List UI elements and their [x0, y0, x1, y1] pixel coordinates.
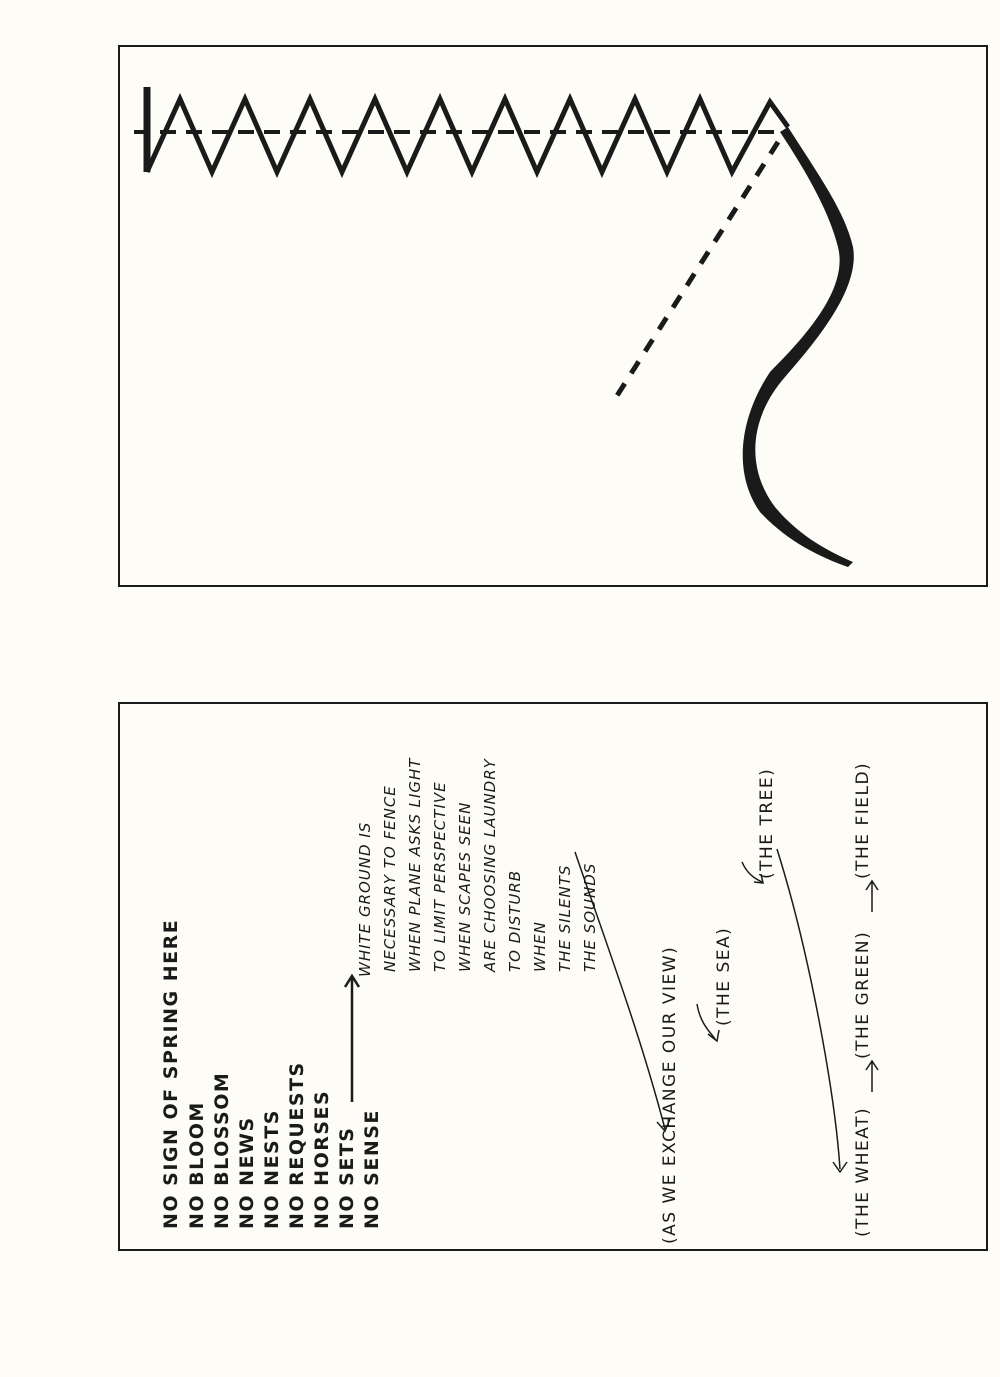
zigzag-line: [147, 99, 788, 172]
list-item: NO BLOOM: [186, 1101, 208, 1229]
text-panel: [118, 702, 988, 1251]
poem-line: WHEN SCAPES SEEN: [456, 801, 474, 972]
diagonal-dashed-line: [613, 142, 778, 402]
poem-line: WHEN PLANE ASKS LIGHT: [406, 757, 424, 972]
poem-line: THE SOUNDS: [581, 862, 599, 972]
list-item: NO BLOSSOM: [211, 1071, 233, 1229]
list-item: NO REQUESTS: [286, 1061, 308, 1229]
poem-line: TO LIMIT PERSPECTIVE: [431, 781, 449, 972]
list-item: NO NEWS: [236, 1116, 258, 1229]
sequence-field: (THE FIELD): [853, 761, 873, 879]
list-item: NO SETS: [336, 1126, 358, 1229]
sequence-tree: (THE TREE): [757, 767, 777, 879]
drawing-panel: [118, 45, 988, 587]
poem-line: WHITE GROUND IS: [356, 821, 374, 977]
zigzag-drawing: [120, 47, 986, 585]
list-item: NO NESTS: [261, 1109, 283, 1229]
connector-arrow: [575, 852, 665, 1129]
poem-line: WHEN: [531, 921, 549, 972]
connector-arrow: [777, 849, 840, 1169]
connector-arrow: [697, 1004, 715, 1039]
poem-line: THE SILENTS: [556, 864, 574, 972]
heading-no-sign: NO SIGN OF SPRING HERE: [160, 918, 182, 1229]
poem-line: TO DISTURB: [506, 869, 524, 972]
sequence-view: (AS WE EXCHANGE OUR VIEW): [660, 945, 680, 1244]
poem-line: NECESSARY TO FENCE: [381, 785, 399, 972]
list-item: NO HORSES: [311, 1089, 333, 1229]
sequence-sea: (THE SEA): [714, 926, 734, 1026]
poem-line: ARE CHOOSING LAUNDRY: [481, 758, 499, 972]
sequence-wheat: (THE WHEAT): [853, 1106, 873, 1237]
list-item: NO SENSE: [361, 1109, 383, 1229]
sequence-green: (THE GREEN): [853, 930, 873, 1059]
s-curve: [743, 127, 854, 567]
